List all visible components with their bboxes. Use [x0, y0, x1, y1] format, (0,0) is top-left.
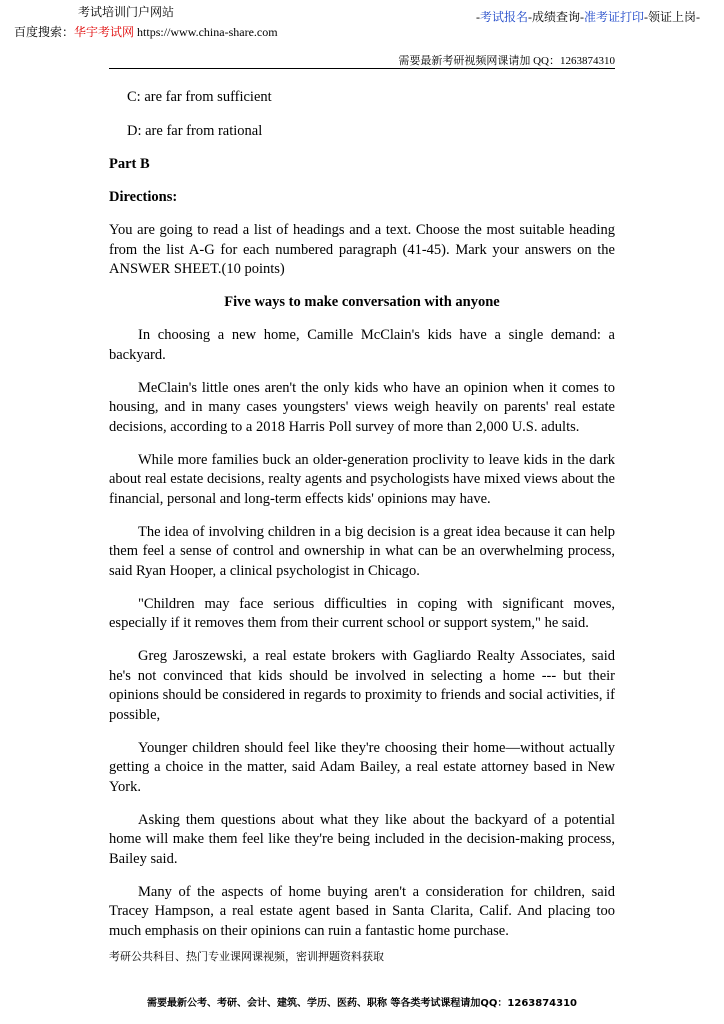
option-c: C: are far from sufficient [127, 89, 272, 105]
part-b-heading: Part B [109, 156, 150, 172]
header-divider [109, 68, 615, 69]
link-admission-ticket[interactable]: 准考证打印 [583, 10, 644, 24]
footer-promo: 考研公共科目、热门专业课网课视频，密训押题资料获取 [109, 950, 384, 963]
baidu-brand-link[interactable]: 华宇考试网 [74, 25, 135, 39]
paragraph: MeClain's little ones aren't the only kids who have an opinion when it comes to housing, and in many cases youngsters' views weigh heavily on parents' real estate decisions, according to a 2018 Harris Poll survey of more than 2,000 U.S. adults. [109, 379, 615, 435]
header-note: 需要最新考研视频网课请加 QQ：1263874310 [398, 55, 615, 67]
link-score-query[interactable]: 成绩查询 [531, 10, 580, 24]
passage-title: Five ways to make conversation with anyone [224, 294, 500, 310]
option-d: D: are far from rational [127, 122, 263, 139]
link-exam-registration[interactable]: 考试报名 [479, 10, 528, 24]
baidu-search-line [14, 22, 278, 42]
site-url-link[interactable]: https://www.china-share.com [134, 25, 278, 39]
paragraph: In choosing a new home, Camille McClain's kids have a single demand: a backyard. [109, 327, 615, 363]
link-certificate[interactable]: 领证上岗 [647, 10, 696, 24]
document-body [109, 88, 615, 955]
site-label: 考试培训门户网站 [78, 5, 175, 19]
footer-contact: 需要最新公考、考研、会计、建筑、学历、医药、职称 等各类考试课程请加QQ：1263874310 [146, 998, 578, 1009]
paragraph: Asking them questions about what they like about the backyard of a potential home will make them feel like they're being included in the decision-making process, Bailey said. [109, 811, 615, 867]
paragraph: Younger children should feel like they're choosing their home—without actually getting a choice in the matter, said Adam Bailey, a real estate attorney based in New York. [109, 739, 615, 795]
top-left-watermark [14, 2, 278, 42]
paragraph: Many of the aspects of home buying aren't a consideration for children, said Tracey Hampson, a real estate agent based in Santa Clarita, Calif. And placing too much emphasis on their opinions can ruin a fantastic home purchase. [109, 883, 615, 939]
paragraph: Greg Jaroszewski, a real estate brokers with Gagliardo Realty Associates, said he's not convinced that kids should be involved in selecting a home --- but their opinions should be considered in regards to proximity to friends and social activities, if possible, [109, 648, 615, 723]
baidu-search-label: 百度搜索： [14, 25, 75, 39]
paragraph: "Children may face serious difficulties in coping with significant moves, especially if it removes them from their current school or support system," he said. [109, 595, 615, 631]
top-right-links: -考试报名-成绩查询-准考证打印-领证上岗- [475, 10, 700, 24]
directions-label: Directions: [109, 189, 178, 205]
paragraph: The idea of involving children in a big decision is a great idea because it can help them feel a sense of control and ownership in what can be an overwhelming process, said Ryan Hooper, a clinical psychologist in Chicago. [109, 523, 615, 579]
directions-text: You are going to read a list of headings and a text. Choose the most suitable heading from the list A-G for each numbered paragraph (41-45). Mark your answers on the ANSWER SHEET.(10 points) [109, 222, 615, 277]
paragraph: While more families buck an older-generation proclivity to leave kids in the dark about real estate decisions, realty agents and psychologists have mixed views about the financial, personal and long-term effects kids' opinions may have. [109, 451, 615, 507]
